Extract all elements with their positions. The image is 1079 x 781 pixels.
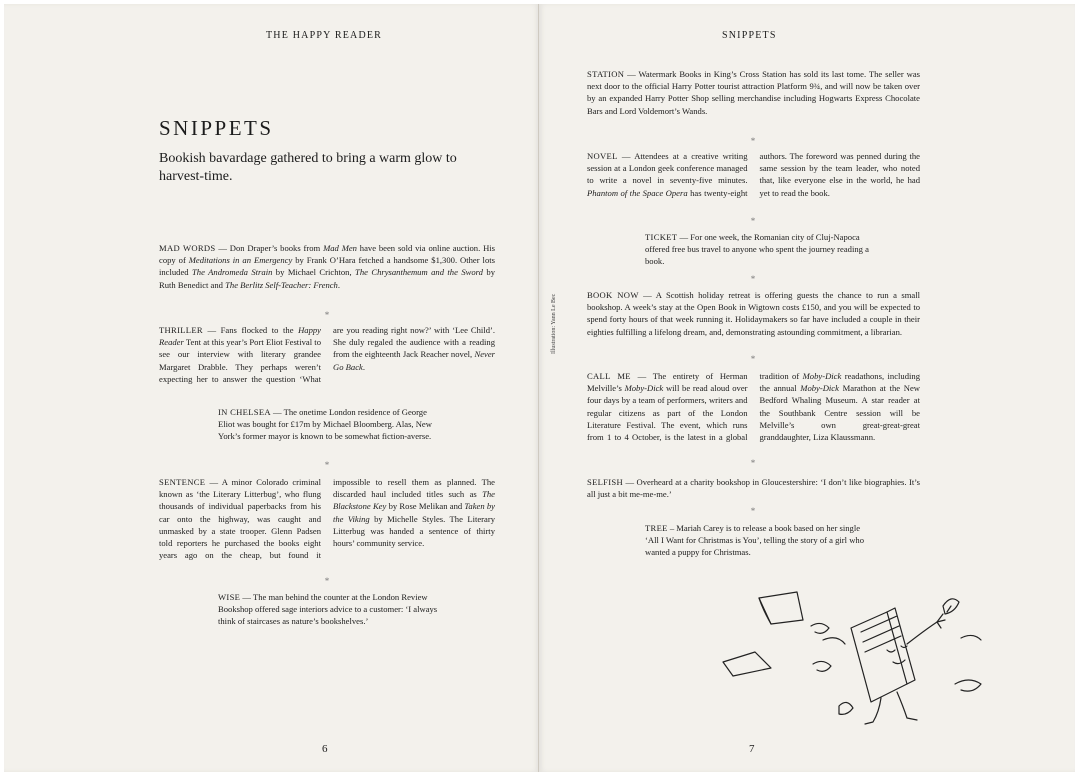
right-page [539, 4, 1075, 772]
snippet-selfish [587, 476, 920, 500]
snippet-kicker: THRILLER [159, 325, 203, 335]
snippet-novel [587, 150, 920, 199]
leg [897, 692, 917, 720]
snippet-text: — The entirety of Herman Melville’s [587, 371, 748, 394]
snippet-kicker: BOOK NOW [587, 290, 639, 300]
snippet-wise [218, 591, 448, 628]
snippet-text: . [337, 279, 341, 290]
snippet-kicker: MAD WORDS [159, 243, 216, 253]
snippet-kicker: TREE [645, 523, 668, 533]
illustration-credit: Illustration: Yann Le Bec [551, 293, 557, 354]
snippet-text: — For one week, the Romanian city of Cluj-Napoca offered free bus travel to anyone who spent the journey reading a book. [645, 232, 869, 267]
snippet-thriller [159, 324, 495, 385]
wind-swirl [811, 623, 829, 633]
snippet-text: — Don Draper’s books from [215, 243, 324, 253]
flying-page [723, 652, 771, 676]
page-number-left: 6 [322, 743, 328, 755]
snippet-text: have been sold via online auction. His copy of [159, 243, 496, 266]
book-title: Phantom of the Space Opera [587, 187, 688, 198]
snippet-text: Tent at this year’s Port Eliot Festival to see our interview with literary grandee Margaret Drabble. They perhaps weren’t expecting her to answer the question ‘What are you reading right now?’ with ‘Lee Child’. She duly regaled the audience with a reading from the eighteenth Jack Reacher novel, [159, 325, 495, 384]
snippet-text: — Attendees at a creative writing session at a London geek conference managed to write a novel in seventy-five minutes. [587, 151, 748, 186]
arm [907, 622, 937, 644]
snippet-book-now [587, 289, 920, 338]
separator-star: * [750, 506, 756, 516]
snippet-text: will be read aloud over four days by a team of performers, writers and regular citizens as part of the London Literature Festival. The event, which runs from 1 to 4 October, is the latest in a global tradition of [587, 371, 803, 443]
snippet-text: . [362, 361, 365, 372]
book-title: Moby-Dick [802, 371, 842, 381]
snippet-text: — A minor Colorado criminal known as ‘the Literary Litterbug’, who flung thousands of individual paperbacks from his car onto the highway, was caught and unmasked by a state trooper. Glenn Padsen told reporters he purchased the books eight years ago on the cheap, but found it impossible to resell them as planned. The discarded haul included titles such as [159, 477, 495, 561]
wind-swirl [955, 680, 981, 691]
snippet-mad-words [159, 242, 495, 291]
snippet-text: — Overheard at a charity bookshop in Gloucestershire: ‘I don’t like biographies. It’s all just a bit me-me-me.’ [587, 477, 920, 500]
wind-swirl [823, 638, 845, 644]
book-title: Mad Men [323, 243, 357, 253]
book-title: Happy Reader [159, 325, 321, 348]
book-title: Meditations in an Emergency [188, 255, 293, 266]
separator-star: * [750, 216, 756, 226]
snippet-text: — The man behind the counter at the London Review Bookshop offered sage interiors advice to a customer: ‘I always think of staircases as nature’s bookshelves.’ [218, 592, 438, 627]
snippet-kicker: NOVEL [587, 151, 618, 161]
snippet-kicker: SELFISH [587, 477, 624, 487]
closed-eye [901, 646, 907, 648]
wind-swirl [813, 661, 831, 671]
leaf [839, 702, 853, 714]
snippet-text: by Michael Crichton, [272, 267, 356, 278]
snippet-text: readathons, including the annual [759, 371, 920, 394]
running-head-left: THE HAPPY READER [266, 30, 383, 41]
snippet-in-chelsea [218, 406, 436, 443]
snippet-sentence [159, 476, 495, 561]
page-title: SNIPPETS [159, 116, 274, 140]
snippet-text: by Michelle Styles. The Literary Litterbug was handed a sentence of thirty hours’ community service. [333, 513, 495, 549]
snippet-kicker: WISE [218, 592, 241, 602]
left-page [4, 4, 539, 772]
book-title: Moby-Dick [624, 383, 664, 394]
snippet-kicker: SENTENCE [159, 477, 206, 487]
snippet-text: by Rose Melikan and [386, 501, 465, 512]
separator-star: * [750, 136, 756, 146]
wind-swirl [961, 635, 981, 640]
leg [865, 698, 881, 724]
snippet-kicker: CALL ME [587, 371, 631, 381]
snippet-text: by Ruth Benedict and [159, 267, 495, 290]
snippet-text: – Mariah Carey is to release a book based on her single ‘All I Want for Christmas is You’, telling the story of a girl who wanted a puppy for Christmas. [645, 523, 864, 558]
snippet-call-me [587, 370, 920, 443]
snippet-text: — Watermark Books in King’s Cross Station has sold its last tome. The seller was next door to the official Harry Potter tourist attraction Platform 9¾, and will now be taken over by an expanded Harry Potter Shop selling merchandise including Hogwarts Express Chocolate Bars and Lord Voldemort’s Wands. [587, 69, 920, 116]
snippet-text: Marathon at the New Bedford Whaling Museum. A star reader at the Southbank Centre session will be Melville’s own great-great-great granddaughter, Liza Klaussmann. [759, 383, 921, 443]
separator-star: * [324, 460, 330, 470]
smile [893, 660, 905, 664]
separator-star: * [750, 274, 756, 284]
snippet-ticket [645, 231, 871, 268]
book-title: The Blackstone Key [333, 489, 495, 512]
snippet-text: — The onetime London residence of George Eliot was bought for £17m by Michael Bloomberg. Alas, New York’s former mayor is known to be somewhat fiction-averse. [218, 407, 432, 442]
book-title: The Chrysanthemum and the Sword [355, 267, 483, 278]
separator-star: * [324, 310, 330, 320]
book-title: Moby-Dick [800, 383, 839, 394]
book-title: Taken by the Viking [333, 501, 495, 524]
snippet-text: — Fans flocked to the [202, 325, 299, 335]
separator-star: * [750, 458, 756, 468]
separator-star: * [750, 354, 756, 364]
closed-eye [887, 650, 895, 652]
separator-star: * [324, 576, 330, 586]
book-title: The Berlitz Self-Teacher: French [225, 279, 338, 290]
snippet-kicker: TICKET [645, 232, 678, 242]
snippet-text: by Frank O’Hara fetched a handsome $1,300. Other lots included [159, 255, 495, 278]
snippet-kicker: STATION [587, 69, 625, 79]
snippet-text: has twenty-eight authors. The foreword was penned during the same session by the team leader, who noted that, like everyone else in the world, he had yet to read the book. [687, 151, 920, 198]
running-head-right: SNIPPETS [722, 30, 777, 41]
book-title: Never Go Back [333, 349, 495, 372]
walking-book-illustration [711, 584, 1071, 734]
book-title: The Andromeda Strain [192, 267, 273, 278]
book-cover [851, 612, 907, 702]
snippet-tree [645, 522, 865, 559]
standfirst: Bookish bavardage gathered to bring a warm glow to harvest-time. [159, 151, 457, 184]
flying-page [759, 592, 803, 624]
snippet-text: — A Scottish holiday retreat is offering guests the chance to run a small bookshop. A week’s stay at the Open Book in Wigtown costs £150, and you will be expected to spend forty hours of that week running it. Holidaymakers so far have included a couple in their eighties fulfilling a lifelong dream, and, demonstrating astounding commitment, a librarian. [587, 290, 920, 337]
snippet-kicker: IN CHELSEA [218, 407, 271, 417]
snippet-station [587, 68, 920, 117]
page-number-right: 7 [749, 743, 755, 755]
